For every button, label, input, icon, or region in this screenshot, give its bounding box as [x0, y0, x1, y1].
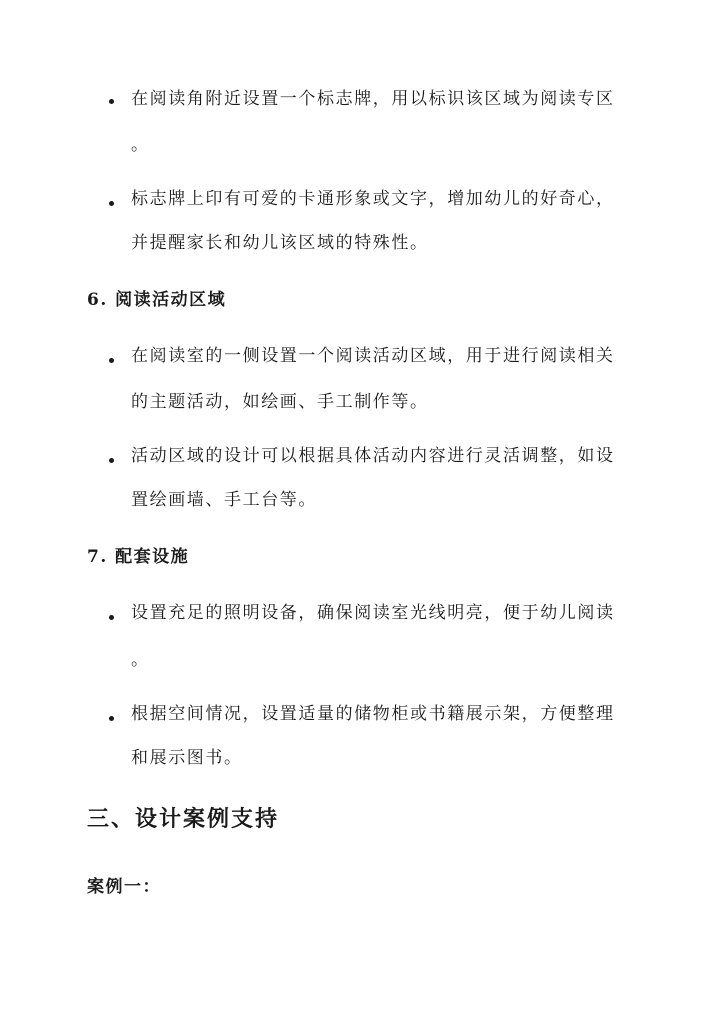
list-item-line: 置绘画墙、手工台等。 — [131, 490, 317, 510]
bullet-icon — [109, 358, 114, 363]
section-heading: 6. 阅读活动区域 — [87, 290, 227, 310]
list-item-line: 根据空间情况，设置适量的储物柜或书籍展示架，方便整理 — [131, 704, 615, 724]
bullet-icon — [109, 99, 114, 104]
bullet-icon — [109, 201, 114, 206]
list-item-line: 标志牌上印有可爱的卡通形象或文字，增加幼儿的好奇心， — [131, 189, 615, 209]
list-item-line: 。 — [131, 135, 150, 155]
list-item-line: 设置充足的照明设备，确保阅读室光线明亮，便于幼儿阅读 — [131, 603, 615, 623]
list-item-line: 和展示图书。 — [131, 748, 243, 768]
list-item-line: 活动区域的设计可以根据具体活动内容进行灵活调整，如设 — [131, 446, 615, 466]
section-heading: 7. 配套设施 — [87, 547, 190, 567]
bullet-icon — [109, 615, 114, 620]
case-label: 案例一： — [87, 877, 161, 897]
list-item-line: 并提醒家长和幼儿该区域的特殊性。 — [131, 233, 429, 253]
section-title: 三、设计案例支持 — [87, 806, 280, 832]
list-item-line: 。 — [131, 650, 150, 670]
list-item-line: 的主题活动，如绘画、手工制作等。 — [131, 392, 429, 412]
list-item-line: 在阅读室的一侧设置一个阅读活动区域，用于进行阅读相关 — [131, 346, 615, 366]
bullet-icon — [109, 716, 114, 721]
bullet-icon — [109, 458, 114, 463]
list-item-line: 在阅读角附近设置一个标志牌，用以标识该区域为阅读专区 — [131, 89, 615, 109]
